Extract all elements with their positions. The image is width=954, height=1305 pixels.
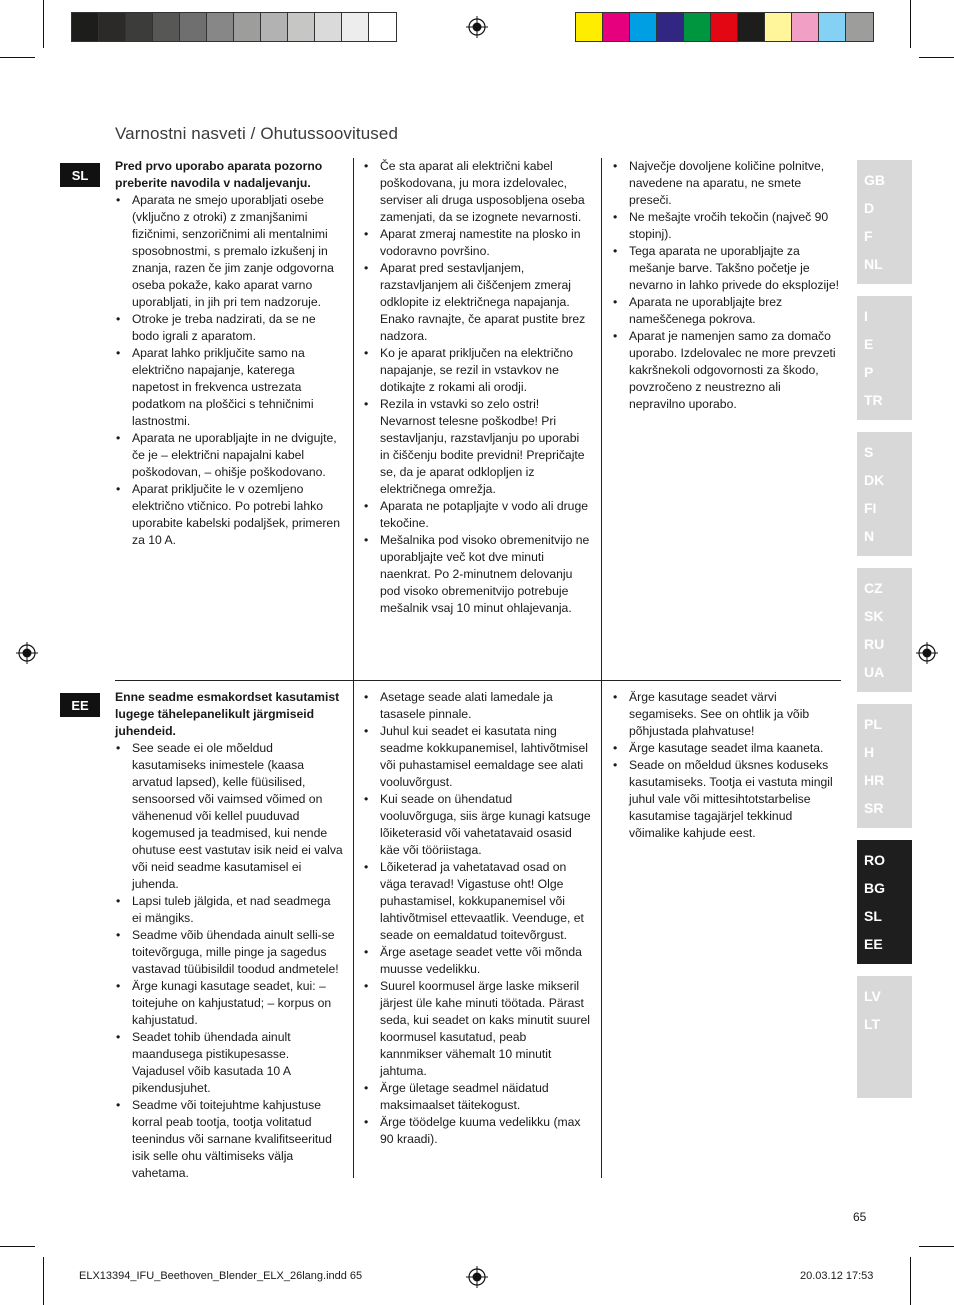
language-code: PL	[864, 716, 882, 732]
language-code: BG	[864, 880, 885, 896]
language-code: TR	[864, 392, 883, 408]
bullet-item: • Ärge ületage seadmel näidatud maksimaalset täitekogust.	[363, 1080, 591, 1114]
sl-col1-list	[115, 192, 343, 549]
registration-mark-icon	[916, 642, 938, 664]
bullet-item: • Največje dovoljene količine polnitve, navedene na aparatu, ne smete preseči.	[612, 158, 840, 209]
language-code: N	[864, 528, 875, 544]
crop-mark	[910, 0, 911, 48]
color-swatch	[765, 13, 792, 41]
sl-intro: Pred prvo uporabo aparata pozorno preberite navodila v nadaljevanju.	[115, 159, 323, 190]
bullet-item: • Mešalnika pod visoko obremenitvijo ne uporabljajte več kot dve minuti naenkrat. Po 2-minutnem delovanju pod visoko obremenitvijo potrebuje mešalnik vsaj 10 minut ohlajevanja.	[363, 532, 591, 617]
bullet-item: • Seade on mõeldud üksnes koduseks kasutamiseks. Tootja ei vastuta mingil juhul vale või mittesihtotstarbelise kasutamise tagajärjel tekkinud võimalike kahjude eest.	[612, 757, 840, 842]
language-code: E	[864, 336, 874, 352]
bullet-item: • Ärge asetage seadet vette või mõnda muusse vedelikku.	[363, 944, 591, 978]
column-divider	[353, 158, 354, 680]
page-heading: Varnostni nasveti / Ohutussoovitused	[115, 124, 398, 143]
language-code: EE	[864, 936, 883, 952]
crop-mark	[910, 1257, 911, 1305]
ee-intro: Enne seadme esmakordset kasutamist lugege tähelepanelikult järgmiseid juhendeid.	[115, 690, 340, 738]
bullet-item: • Aparat priključite le v ozemljeno električno vtičnico. Po potrebi lahko uporabite kabelski podaljšek, primeren za 10 A.	[115, 481, 343, 549]
bullet-item: • Otroke je treba nadzirati, da se ne bodo igrali z aparatom.	[115, 311, 343, 345]
grayscale-color-bar	[71, 12, 397, 42]
language-code: I	[864, 308, 868, 324]
column-divider	[353, 680, 354, 1178]
language-code: SR	[864, 800, 884, 816]
language-tab-group[interactable]	[857, 432, 912, 556]
language-tab-group[interactable]	[857, 840, 912, 964]
crop-mark	[43, 0, 44, 48]
process-color-bar	[575, 12, 874, 42]
section-tag-ee: EE	[60, 693, 100, 717]
bullet-item: • Kui seade on ühendatud vooluvõrguga, siis ärge kunagi katsuge lõiketerasid või vahetatavaid osasid käe või tööriistaga.	[363, 791, 591, 859]
color-swatch	[846, 13, 873, 41]
sl-column-1	[115, 158, 343, 549]
language-code: S	[864, 444, 874, 460]
ee-column-3	[612, 689, 840, 842]
language-code: F	[864, 228, 873, 244]
language-code: CZ	[864, 580, 883, 596]
color-swatch	[630, 13, 657, 41]
bullet-item: • Aparata ne uporabljajte brez nameščenega pokrova.	[612, 294, 840, 328]
crop-mark	[0, 57, 35, 58]
bullet-item: • See seade ei ole mõeldud kasutamiseks inimestele (kaasa arvatud lapsed), kelle füüsilised, sensoorsed või vaimsed võimed on vähenenud või kellel puuduvad kogemused ja teadmised, kui nende ohutuse eest vastutav isik neid ei valva või neid seadme kasutamisel ei juhenda.	[115, 740, 343, 893]
column-divider	[601, 680, 602, 1178]
crop-mark	[919, 57, 954, 58]
bullet-item: • Aparata ne uporabljajte in ne dvigujte, če je – električni napajalni kabel poškodovan, – ohišje poškodovano.	[115, 430, 343, 481]
color-swatch	[576, 13, 603, 41]
color-swatch	[99, 13, 126, 41]
color-swatch	[342, 13, 369, 41]
language-code: LT	[864, 1016, 881, 1032]
language-code: SK	[864, 608, 884, 624]
ee-col1-list	[115, 740, 343, 1182]
language-code: H	[864, 744, 875, 760]
language-code: UA	[864, 664, 885, 680]
bullet-item: • Rezila in vstavki so zelo ostri! Nevarnost telesne poškodbe! Pri sestavljanju, razstavljanju po uporabi in čiščenju bodite previdni! Prepričajte se, da je aparat odklopljen iz električnega omrežja.	[363, 396, 591, 498]
color-swatch	[792, 13, 819, 41]
language-tab-group[interactable]	[857, 976, 912, 1098]
sl-column-3	[612, 158, 840, 413]
crop-mark	[0, 1246, 35, 1247]
color-swatch	[207, 13, 234, 41]
language-code: P	[864, 364, 874, 380]
language-code: DK	[864, 472, 885, 488]
language-code: HR	[864, 772, 885, 788]
bullet-item: • Juhul kui seadet ei kasutata ning seadme kokkupanemisel, lahtivõtmisel või puhastamisel eemaldage see alati vooluvõrgust.	[363, 723, 591, 791]
language-code: GB	[864, 172, 885, 188]
ee-col3-list	[612, 689, 840, 842]
language-tab-group[interactable]	[857, 160, 912, 284]
registration-mark-icon	[466, 1266, 488, 1288]
bullet-item: • Ne mešajte vročih tekočin (največ 90 stopinj).	[612, 209, 840, 243]
language-code: NL	[864, 256, 883, 272]
bullet-item: • Aparata ne potapljajte v vodo ali druge tekočine.	[363, 498, 591, 532]
color-swatch	[72, 13, 99, 41]
registration-mark-icon	[16, 642, 38, 664]
bullet-item: • Lõiketerad ja vahetatavad osad on väga teravad! Vigastuse oht! Olge puhastamisel, kokkupanemisel või lahtivõtmisel ettevaatlik. Veenduge, et seade on eemaldatud toitevõrgust.	[363, 859, 591, 944]
language-code: RO	[864, 852, 885, 868]
page-number: 65	[853, 1210, 867, 1224]
crop-mark	[43, 1257, 44, 1305]
column-divider	[601, 158, 602, 680]
sl-column-2	[363, 158, 591, 617]
color-swatch	[261, 13, 288, 41]
language-tab-group[interactable]	[857, 704, 912, 828]
color-swatch	[126, 13, 153, 41]
color-swatch	[819, 13, 846, 41]
color-swatch	[738, 13, 765, 41]
color-swatch	[153, 13, 180, 41]
color-swatch	[684, 13, 711, 41]
color-swatch	[603, 13, 630, 41]
bullet-item: • Aparat lahko priključite samo na električno napajanje, katerega napetost in frekvenca ustrezata podatkom na ploščici s tehničnimi lastnostmi.	[115, 345, 343, 430]
bullet-item: • Seadme või toitejuhtme kahjustuse korral peab tootja, tootja volitatud teenindus või sarnane kvalifitseeritud isik selle ohu vältimiseks välja vahetama.	[115, 1097, 343, 1182]
language-code: LV	[864, 988, 881, 1004]
ee-column-1	[115, 689, 343, 1182]
bullet-item: • Tega aparata ne uporabljajte za mešanje barve. Takšno početje je nevarno in lahko privede do eksplozije!	[612, 243, 840, 294]
registration-mark-icon	[466, 16, 488, 38]
bullet-item: • Ärge töödelge kuuma vedelikku (max 90 kraadi).	[363, 1114, 591, 1148]
bullet-item: • Aparat pred sestavljanjem, razstavljanjem ali čiščenjem zmeraj odklopite iz električnega napajanja. Enako ravnajte, če aparat pustite brez nadzora.	[363, 260, 591, 345]
color-swatch	[369, 13, 396, 41]
ee-col2-list	[363, 689, 591, 1148]
color-swatch	[234, 13, 261, 41]
bullet-item: • Ärge kunagi kasutage seadet, kui: – toitejuhe on kahjustatud; – korpus on kahjustatud.	[115, 978, 343, 1029]
color-swatch	[711, 13, 738, 41]
sl-col2-list	[363, 158, 591, 617]
bullet-item: • Suurel koormusel ärge laske mikseril järjest üle kahe minuti töötada. Pärast seda, kui seadet on kaks minutit suurel koormusel kasutatud, peab kannmikser vähemalt 10 minutit jahtuma.	[363, 978, 591, 1080]
language-code: FI	[864, 500, 877, 516]
section-divider	[115, 680, 841, 681]
language-code: SL	[864, 908, 882, 924]
sl-col3-list	[612, 158, 840, 413]
language-tab-group[interactable]	[857, 568, 912, 692]
bullet-item: • Ärge kasutage seadet värvi segamiseks. See on ohtlik ja võib põhjustada plahvatuse!	[612, 689, 840, 740]
bullet-item: • Seadet tohib ühendada ainult maandusega pistikupesasse. Vajadusel võib kasutada 10 A pikendusjuhet.	[115, 1029, 343, 1097]
bullet-item: • Asetage seade alati lamedale ja tasasele pinnale.	[363, 689, 591, 723]
bullet-item: • Lapsi tuleb jälgida, et nad seadmega ei mängiks.	[115, 893, 343, 927]
bullet-item: • Aparat zmeraj namestite na plosko in vodoravno površino.	[363, 226, 591, 260]
ee-column-2	[363, 689, 591, 1148]
language-code: RU	[864, 636, 885, 652]
color-swatch	[315, 13, 342, 41]
footer-timestamp: 20.03.12 17:53	[800, 1270, 874, 1282]
bullet-item: • Aparat je namenjen samo za domačo uporabo. Izdelovalec ne more prevzeti kakršnekoli odgovornosti za škodo, povzročeno z neustrezno ali nepravilno uporabo.	[612, 328, 840, 413]
bullet-item: • Aparata ne smejo uporabljati osebe (vključno z otroki) z zmanjšanimi fizičnimi, senzoričnimi ali mentalnimi sposobnostmi, s premalo izkušenj in znanja, razen če jim zanje odgovorna oseba pokaže, kako aparat varno uporabljati, in jih pri tem nadzoruje.	[115, 192, 343, 311]
bullet-item: • Ko je aparat priključen na električno napajanje, se rezil in vstavkov ne dotikajte z rokami ali orodji.	[363, 345, 591, 396]
crop-mark	[919, 1246, 954, 1247]
section-tag-sl: SL	[60, 163, 100, 187]
footer-filename: ELX13394_IFU_Beethoven_Blender_ELX_26lang.indd 65	[79, 1270, 363, 1282]
color-swatch	[288, 13, 315, 41]
color-swatch	[180, 13, 207, 41]
language-code: D	[864, 200, 875, 216]
bullet-item: • Če sta aparat ali električni kabel poškodovana, ju mora izdelovalec, serviser ali druga usposobljena oseba zamenjati, da se izognete nevarnosti.	[363, 158, 591, 226]
color-swatch	[657, 13, 684, 41]
language-tab-group[interactable]	[857, 296, 912, 420]
bullet-item: • Ärge kasutage seadet ilma kaaneta.	[612, 740, 840, 757]
bullet-item: • Seadme võib ühendada ainult selli-se toitevõrguga, mille pinge ja sagedus vastavad tüübisildil toodud andmetele!	[115, 927, 343, 978]
